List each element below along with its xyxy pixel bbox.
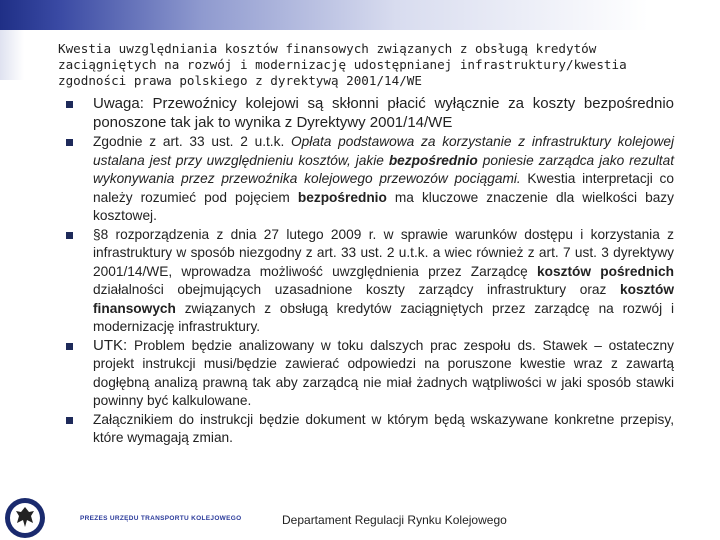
bullet-list <box>60 95 674 448</box>
emblem-logo-icon <box>2 496 48 540</box>
square-bullet-icon <box>66 343 73 350</box>
item-text: związanych z obsługą kredytów zaciągniętych przez zarządcę na rozwój i modernizację infrastruktury. <box>93 300 674 334</box>
item-text: ma kluczowe znaczenie dla wielkości bazy kosztowej. <box>93 189 674 223</box>
item-text: działalności obejmujących uzasadnione koszty zarządcy infrastruktury oraz <box>93 282 620 297</box>
item-lead-label: UTK: <box>93 336 128 354</box>
item-quote: Opłata podstawowa za korzystanie z infrastruktury kolejowej ustalana jest przy uwzględnieniu kosztów, jakie <box>93 134 674 168</box>
square-bullet-icon <box>66 139 73 146</box>
square-bullet-icon <box>66 232 73 239</box>
item-emphasis: bezpośrednio <box>297 189 387 205</box>
list-item <box>60 411 674 448</box>
header-band <box>0 0 720 30</box>
footer-text: Departament Regulacji Rynku Kolejowego <box>282 513 507 527</box>
item-text: Zgodnie z art. 33 ust. 2 u.t.k. <box>93 134 292 149</box>
header-accent <box>0 30 24 80</box>
item-quote: poniesie zarządca jako rezultat wykonywania przez przewoźnika kolejowego przewozów pociągami. <box>93 152 674 186</box>
item-lead-label: Uwaga: <box>93 95 144 112</box>
list-item <box>60 337 674 411</box>
list-item <box>60 226 674 337</box>
footer-logo-text: PREZES URZĘDU TRANSPORTU KOLEJOWEGO <box>80 515 242 522</box>
item-text: Kwestia interpretacji co należy rozumieć pod pojęciem <box>93 171 674 205</box>
list-item <box>60 95 674 132</box>
square-bullet-icon <box>66 417 73 424</box>
slide-title: Kwestia uwzględniania kosztów finansowych związanych z obsługą kredytów zaciągniętych na rozwój i modernizację udostępnianej infrastruktury/kwestia zgodności prawa polskiego z dyrektywą 2001/14/WE <box>58 41 627 88</box>
item-emphasis: kosztów finansowych <box>93 282 674 316</box>
item-text: Załącznikiem do instrukcji będzie dokument w którym będą wskazywane konkretne przepisy, które wymagają zmian. <box>93 411 674 445</box>
item-text: §8 rozporządzenia z dnia 27 lutego 2009 r. w sprawie warunków dostępu i korzystania z infrastruktury w sposób niezgodny z art. 33 ust. 2 u.t.k. a wiec również z art. 7 ust. 3 dyrektywy 2001/14/WE, wprowadza możliwość uwzględnienia przez Zarządcę <box>93 226 674 279</box>
list-item <box>60 133 674 226</box>
item-emphasis: bezpośrednio <box>388 152 478 168</box>
square-bullet-icon <box>66 101 73 108</box>
item-text: Problem będzie analizowany w toku dalszych prac zespołu ds. Stawek – ostateczny projekt instrukcji musi/będzie zawierać odpowiedzi na poruszone kwestie wraz z zawartą dogłębną analizą prawną tak aby zarządcą nie miał żadnych wątpliwości w jaki sposób stawki powinny być kalkulowane. <box>93 337 674 408</box>
item-emphasis: kosztów pośrednich <box>537 263 674 279</box>
item-text: Przewoźnicy kolejowi są skłonni płacić wyłącznie za koszty bezpośrednio ponoszone tak jak to wynika z Dyrektywy 2001/14/WE <box>93 95 674 131</box>
